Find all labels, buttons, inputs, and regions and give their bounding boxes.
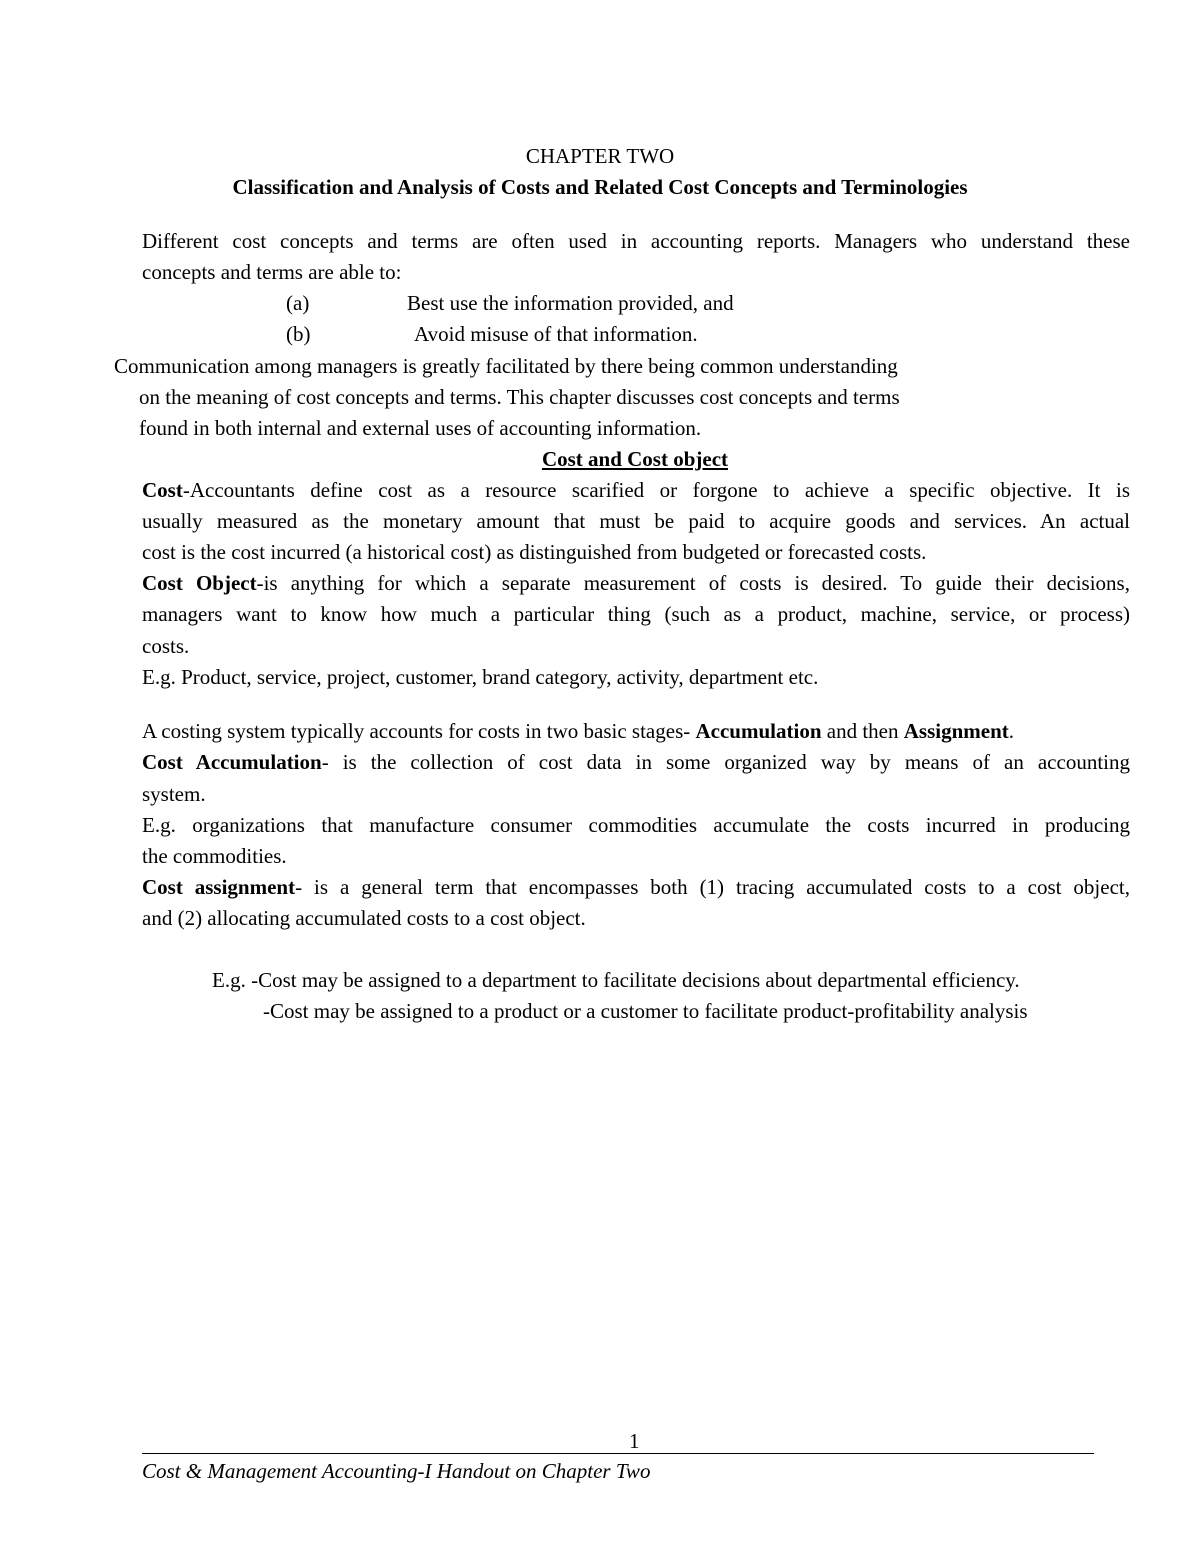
accumulation-line-1: Cost Accumulation- is the collection of cost data in some organized way by means of an accounting bbox=[142, 750, 1130, 774]
assignment-example-1: E.g. -Cost may be assigned to a department to facilitate decisions about departmental efficiency. bbox=[212, 968, 1020, 992]
intro-line-1: Different cost concepts and terms are often used in accounting reports. Managers who understand these bbox=[142, 229, 1130, 253]
cost-object-line-1: Cost Object-is anything for which a separate measurement of costs is desired. To guide their decisions, bbox=[142, 571, 1130, 595]
accumulation-example-2: the commodities. bbox=[142, 844, 287, 868]
page-number: 1 bbox=[629, 1429, 640, 1453]
costing-stages-line: A costing system typically accounts for costs in two basic stages- Accumulation and then Assignment. bbox=[142, 719, 1014, 743]
list-marker-a: (a) bbox=[286, 291, 310, 315]
cost-object-line-2: managers want to know how much a particular thing (such as a product, machine, service, or process) bbox=[142, 602, 1130, 626]
assignment-line-1: Cost assignment- is a general term that encompasses both (1) tracing accumulated costs to a cost object, bbox=[142, 875, 1130, 899]
list-item-a: Best use the information provided, and bbox=[407, 291, 734, 315]
communication-line-2: on the meaning of cost concepts and terms. This chapter discusses cost concepts and terms bbox=[139, 385, 900, 409]
cost-accumulation-term: Cost Accumulation bbox=[142, 750, 322, 774]
footer-caption: Cost & Management Accounting-I Handout on Chapter Two bbox=[142, 1459, 651, 1483]
chapter-label: CHAPTER TWO bbox=[525, 144, 675, 168]
accumulation-example-1: E.g. organizations that manufacture consumer commodities accumulate the costs incurred in producing bbox=[142, 813, 1130, 837]
cost-assignment-term: Cost assignment bbox=[142, 875, 296, 899]
assignment-example-2: -Cost may be assigned to a product or a customer to facilitate product-profitability analysis bbox=[263, 999, 1028, 1023]
accumulation-term: Accumulation bbox=[695, 719, 822, 743]
communication-line-3: found in both internal and external uses of accounting information. bbox=[139, 416, 702, 440]
cost-definition-line-2: usually measured as the monetary amount that must be paid to acquire goods and services. An actual bbox=[142, 509, 1130, 533]
cost-definition-line-3: cost is the cost incurred (a historical cost) as distinguished from budgeted or forecasted costs. bbox=[142, 540, 927, 564]
intro-line-2: concepts and terms are able to: bbox=[142, 260, 402, 284]
cost-object-line-3: costs. bbox=[142, 634, 190, 658]
assignment-term: Assignment bbox=[903, 719, 1009, 743]
communication-line-1: Communication among managers is greatly facilitated by there being common understanding bbox=[114, 354, 898, 378]
footer-divider bbox=[142, 1453, 1094, 1454]
assignment-line-2: and (2) allocating accumulated costs to a cost object. bbox=[142, 906, 586, 930]
cost-object-term: Cost Object bbox=[142, 571, 257, 595]
cost-term: Cost bbox=[142, 478, 183, 502]
cost-definition-line-1: Cost-Accountants define cost as a resource scarified or forgone to achieve a specific objective. It is bbox=[142, 478, 1130, 502]
chapter-title: Classification and Analysis of Costs and Related Cost Concepts and Terminologies bbox=[232, 175, 968, 199]
list-item-b: Avoid misuse of that information. bbox=[414, 322, 698, 346]
cost-object-example: E.g. Product, service, project, customer, brand category, activity, department etc. bbox=[142, 665, 819, 689]
list-marker-b: (b) bbox=[286, 322, 311, 346]
section-heading: Cost and Cost object bbox=[541, 447, 729, 471]
accumulation-line-2: system. bbox=[142, 782, 206, 806]
